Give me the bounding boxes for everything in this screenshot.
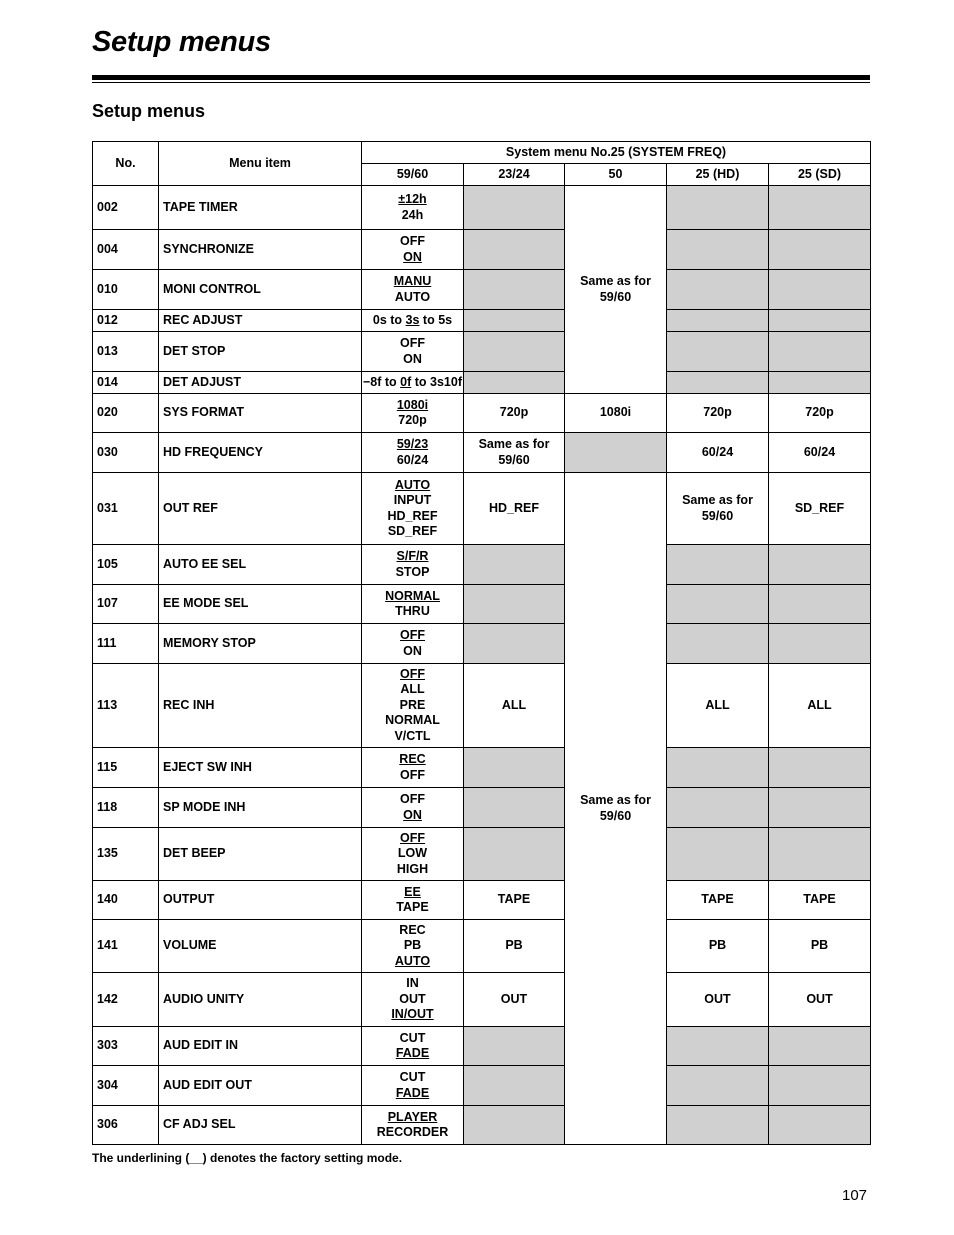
table-row	[93, 310, 871, 332]
table-row	[93, 186, 871, 230]
option-value: OFF	[400, 830, 425, 845]
menu-item-name: CF ADJ SEL	[159, 1106, 362, 1145]
table-row	[93, 1066, 871, 1106]
menu-no: 031	[93, 473, 159, 545]
option-value: AUTO	[394, 953, 431, 968]
option-value: HD_REF	[387, 508, 438, 523]
value-25-sd: TAPE	[769, 881, 871, 920]
menu-item-name: MEMORY STOP	[159, 624, 362, 664]
value-25-sd	[769, 332, 871, 372]
title-rule-thick	[92, 75, 870, 80]
menu-no: 020	[93, 394, 159, 433]
table-row	[93, 748, 871, 788]
option-value: ON	[403, 249, 422, 264]
menu-no: 030	[93, 433, 159, 473]
same-as-59-60-note: Same as for 59/60	[565, 186, 667, 394]
option-value: OFF	[400, 767, 425, 782]
value-25-hd	[667, 1066, 769, 1106]
menu-item-name: AUD EDIT OUT	[159, 1066, 362, 1106]
value-25-sd	[769, 545, 871, 585]
option-value: OFF	[400, 234, 425, 248]
option-value: FADE	[395, 1085, 430, 1100]
menu-no: 010	[93, 270, 159, 310]
table-row	[93, 973, 871, 1027]
menu-item-name: EE MODE SEL	[159, 585, 362, 624]
value-23-24: Same as for 59/60	[464, 433, 565, 473]
value-25-hd	[667, 270, 769, 310]
setting-options-59-60	[362, 332, 464, 372]
table-row	[93, 332, 871, 372]
menu-item-name: SYS FORMAT	[159, 394, 362, 433]
setting-options-59-60	[362, 394, 464, 433]
value-25-hd: 720p	[667, 394, 769, 433]
value-23-24	[464, 624, 565, 664]
table-row	[93, 788, 871, 828]
menu-item-name: AUD EDIT IN	[159, 1027, 362, 1066]
header-no: No.	[93, 142, 159, 186]
option-range-part: to 5s	[419, 312, 453, 327]
value-25-hd: 60/24	[667, 433, 769, 473]
value-23-24	[464, 270, 565, 310]
value-23-24: TAPE	[464, 881, 565, 920]
value-23-24	[464, 1027, 565, 1066]
setting-options-59-60	[362, 828, 464, 881]
menu-no: 115	[93, 748, 159, 788]
menu-item-name: SP MODE INH	[159, 788, 362, 828]
option-range-part: 0s to	[372, 312, 406, 327]
value-25-sd: PB	[769, 920, 871, 973]
setting-options-59-60	[362, 1106, 464, 1145]
option-value: MANU	[393, 274, 432, 288]
menu-item-name: OUT REF	[159, 473, 362, 545]
option-value: AUTO	[394, 477, 431, 492]
menu-item-name: MONI CONTROL	[159, 270, 362, 310]
option-value: OUT	[399, 991, 426, 1006]
option-range-part: 3s	[405, 312, 420, 327]
option-value: CUT	[399, 1070, 426, 1084]
option-value: ON	[403, 807, 422, 822]
header-59-60: 59/60	[362, 164, 464, 186]
setting-options-59-60	[362, 270, 464, 310]
option-value: ON	[403, 351, 422, 366]
menu-item-name: AUTO EE SEL	[159, 545, 362, 585]
menu-no: 111	[93, 624, 159, 664]
header-25-hd: 25 (HD)	[667, 164, 769, 186]
value-25-hd: Same as for 59/60	[667, 473, 769, 545]
option-value: REC	[399, 922, 426, 937]
menu-no: 306	[93, 1106, 159, 1145]
option-value: IN	[406, 976, 419, 991]
table-row	[93, 545, 871, 585]
option-value: V/CTL	[394, 728, 431, 743]
option-value: FADE	[395, 1046, 430, 1060]
setting-options-59-60	[362, 920, 464, 973]
value-25-sd	[769, 1106, 871, 1145]
table-row	[93, 1027, 871, 1066]
option-value: RECORDER	[376, 1125, 449, 1139]
value-23-24	[464, 1066, 565, 1106]
menu-no: 105	[93, 545, 159, 585]
value-25-sd: 60/24	[769, 433, 871, 473]
value-25-hd	[667, 748, 769, 788]
option-value: 60/24	[396, 452, 429, 467]
menu-no: 141	[93, 920, 159, 973]
option-value: HIGH	[396, 861, 429, 876]
menu-item-name: REC INH	[159, 664, 362, 748]
value-25-hd	[667, 230, 769, 270]
value-25-hd	[667, 545, 769, 585]
value-25-sd	[769, 624, 871, 664]
menu-item-name: DET STOP	[159, 332, 362, 372]
setting-options-59-60	[362, 230, 464, 270]
value-25-sd	[769, 788, 871, 828]
option-value: S/F/R	[396, 549, 429, 563]
setting-options-59-60	[362, 473, 464, 545]
option-value: ±12h	[398, 192, 427, 206]
value-23-24	[464, 186, 565, 230]
setting-options-59-60	[362, 1027, 464, 1066]
value-25-hd	[667, 585, 769, 624]
table-body	[93, 186, 871, 1145]
menu-no: 013	[93, 332, 159, 372]
value-25-hd	[667, 828, 769, 881]
menu-item-name: DET ADJUST	[159, 372, 362, 394]
table-row	[93, 394, 871, 433]
setting-options-59-60	[362, 1066, 464, 1106]
value-23-24	[464, 828, 565, 881]
menu-item-name: REC ADJUST	[159, 310, 362, 332]
table-row	[93, 1106, 871, 1145]
option-value: 24h	[401, 207, 424, 222]
setting-options-59-60	[362, 664, 464, 748]
section-title: Setup menus	[92, 101, 206, 121]
table-row	[93, 473, 871, 545]
footnote: The underlining (__) denotes the factory setting mode.	[92, 1151, 403, 1165]
header-system-menu: System menu No.25 (SYSTEM FREQ)	[362, 142, 871, 164]
setting-options-59-60	[362, 372, 464, 394]
value-25-hd: OUT	[667, 973, 769, 1027]
setting-options-59-60	[362, 788, 464, 828]
option-value: OFF	[400, 336, 425, 350]
option-value: OFF	[400, 666, 425, 681]
table-row	[93, 433, 871, 473]
value-25-hd: TAPE	[667, 881, 769, 920]
value-25-sd: SD_REF	[769, 473, 871, 545]
table-row	[93, 664, 871, 748]
value-25-hd	[667, 372, 769, 394]
value-23-24	[464, 230, 565, 270]
setting-options-59-60	[362, 748, 464, 788]
value-25-sd	[769, 270, 871, 310]
menu-no: 014	[93, 372, 159, 394]
value-25-hd	[667, 186, 769, 230]
value-25-hd	[667, 310, 769, 332]
setting-options-59-60	[362, 186, 464, 230]
value-25-sd	[769, 1027, 871, 1066]
option-value: NORMAL	[385, 588, 440, 603]
value-25-hd	[667, 624, 769, 664]
value-23-24: HD_REF	[464, 473, 565, 545]
option-value: OFF	[400, 792, 425, 806]
value-50: 1080i	[565, 394, 667, 433]
menu-item-name: EJECT SW INH	[159, 748, 362, 788]
same-as-59-60-note: Same as for 59/60	[565, 473, 667, 1145]
option-value: PB	[403, 938, 422, 953]
menu-no: 107	[93, 585, 159, 624]
menu-no: 012	[93, 310, 159, 332]
option-value: PLAYER	[387, 1109, 438, 1124]
menu-no: 140	[93, 881, 159, 920]
title-rule-thin	[92, 82, 870, 83]
menu-no: 002	[93, 186, 159, 230]
option-value: INPUT	[393, 493, 432, 507]
setting-options-59-60	[362, 433, 464, 473]
value-23-24: PB	[464, 920, 565, 973]
option-value: SD_REF	[387, 524, 438, 538]
value-25-sd	[769, 372, 871, 394]
value-25-sd	[769, 186, 871, 230]
value-25-sd: ALL	[769, 664, 871, 748]
value-23-24	[464, 545, 565, 585]
value-25-hd: PB	[667, 920, 769, 973]
menu-no: 135	[93, 828, 159, 881]
table-row	[93, 270, 871, 310]
page-number: 107	[842, 1187, 868, 1204]
menu-item-name: DET BEEP	[159, 828, 362, 881]
header-50: 50	[565, 164, 667, 186]
value-50	[565, 433, 667, 473]
value-25-sd	[769, 828, 871, 881]
value-25-hd: ALL	[667, 664, 769, 748]
value-23-24: OUT	[464, 973, 565, 1027]
menu-item-name: VOLUME	[159, 920, 362, 973]
option-value: OFF	[400, 628, 425, 642]
header-menu-item: Menu item	[159, 142, 362, 186]
value-23-24	[464, 788, 565, 828]
table-row	[93, 828, 871, 881]
value-25-sd	[769, 230, 871, 270]
table-row	[93, 585, 871, 624]
header-23-24: 23/24	[464, 164, 565, 186]
header-25-sd: 25 (SD)	[769, 164, 871, 186]
option-value: 1080i	[396, 397, 429, 412]
value-23-24	[464, 585, 565, 624]
value-23-24: ALL	[464, 664, 565, 748]
value-23-24	[464, 372, 565, 394]
value-25-hd	[667, 788, 769, 828]
menu-no: 304	[93, 1066, 159, 1106]
value-25-sd	[769, 585, 871, 624]
table-row	[93, 881, 871, 920]
value-25-sd: OUT	[769, 973, 871, 1027]
menu-item-name: OUTPUT	[159, 881, 362, 920]
option-value: IN/OUT	[391, 1007, 434, 1022]
table-row	[93, 230, 871, 270]
value-25-sd	[769, 1066, 871, 1106]
table-row	[93, 372, 871, 394]
option-range-part: to 3s10f	[411, 374, 462, 389]
setting-options-59-60	[362, 310, 464, 332]
option-value: THRU	[395, 604, 430, 618]
value-25-sd	[769, 748, 871, 788]
option-value: CUT	[399, 1030, 426, 1045]
option-value: EE	[404, 884, 421, 899]
menu-no: 303	[93, 1027, 159, 1066]
value-25-hd	[667, 1027, 769, 1066]
value-25-hd	[667, 332, 769, 372]
value-25-hd	[667, 1106, 769, 1145]
value-23-24	[464, 310, 565, 332]
option-value: 720p	[398, 413, 427, 427]
option-value: PRE	[399, 697, 426, 712]
setting-options-59-60	[362, 973, 464, 1027]
option-range-part: −8f to	[362, 374, 401, 389]
option-value: REC	[399, 752, 426, 766]
menu-item-name: SYNCHRONIZE	[159, 230, 362, 270]
menu-item-name: AUDIO UNITY	[159, 973, 362, 1027]
menu-no: 118	[93, 788, 159, 828]
setting-options-59-60	[362, 881, 464, 920]
table-row	[93, 624, 871, 664]
menu-no: 004	[93, 230, 159, 270]
option-value: NORMAL	[385, 713, 440, 728]
menu-item-name: HD FREQUENCY	[159, 433, 362, 473]
menu-item-name: TAPE TIMER	[159, 186, 362, 230]
option-value: 59/23	[396, 437, 429, 451]
value-23-24	[464, 748, 565, 788]
setting-options-59-60	[362, 585, 464, 624]
option-value: LOW	[397, 846, 428, 861]
option-value: TAPE	[396, 900, 429, 914]
menu-no: 142	[93, 973, 159, 1027]
option-value: STOP	[395, 564, 430, 579]
value-25-sd: 720p	[769, 394, 871, 433]
value-23-24: 720p	[464, 394, 565, 433]
value-23-24	[464, 332, 565, 372]
option-range-part: 0f	[400, 374, 412, 389]
option-value: ON	[403, 643, 422, 658]
menu-no: 113	[93, 664, 159, 748]
option-value: AUTO	[394, 289, 431, 304]
option-value: ALL	[400, 682, 425, 697]
table-row	[93, 920, 871, 973]
setting-options-59-60	[362, 624, 464, 664]
page-title: Setup menus	[92, 26, 271, 58]
value-25-sd	[769, 310, 871, 332]
setup-menu-table	[92, 141, 871, 1145]
value-23-24	[464, 1106, 565, 1145]
setting-options-59-60	[362, 545, 464, 585]
